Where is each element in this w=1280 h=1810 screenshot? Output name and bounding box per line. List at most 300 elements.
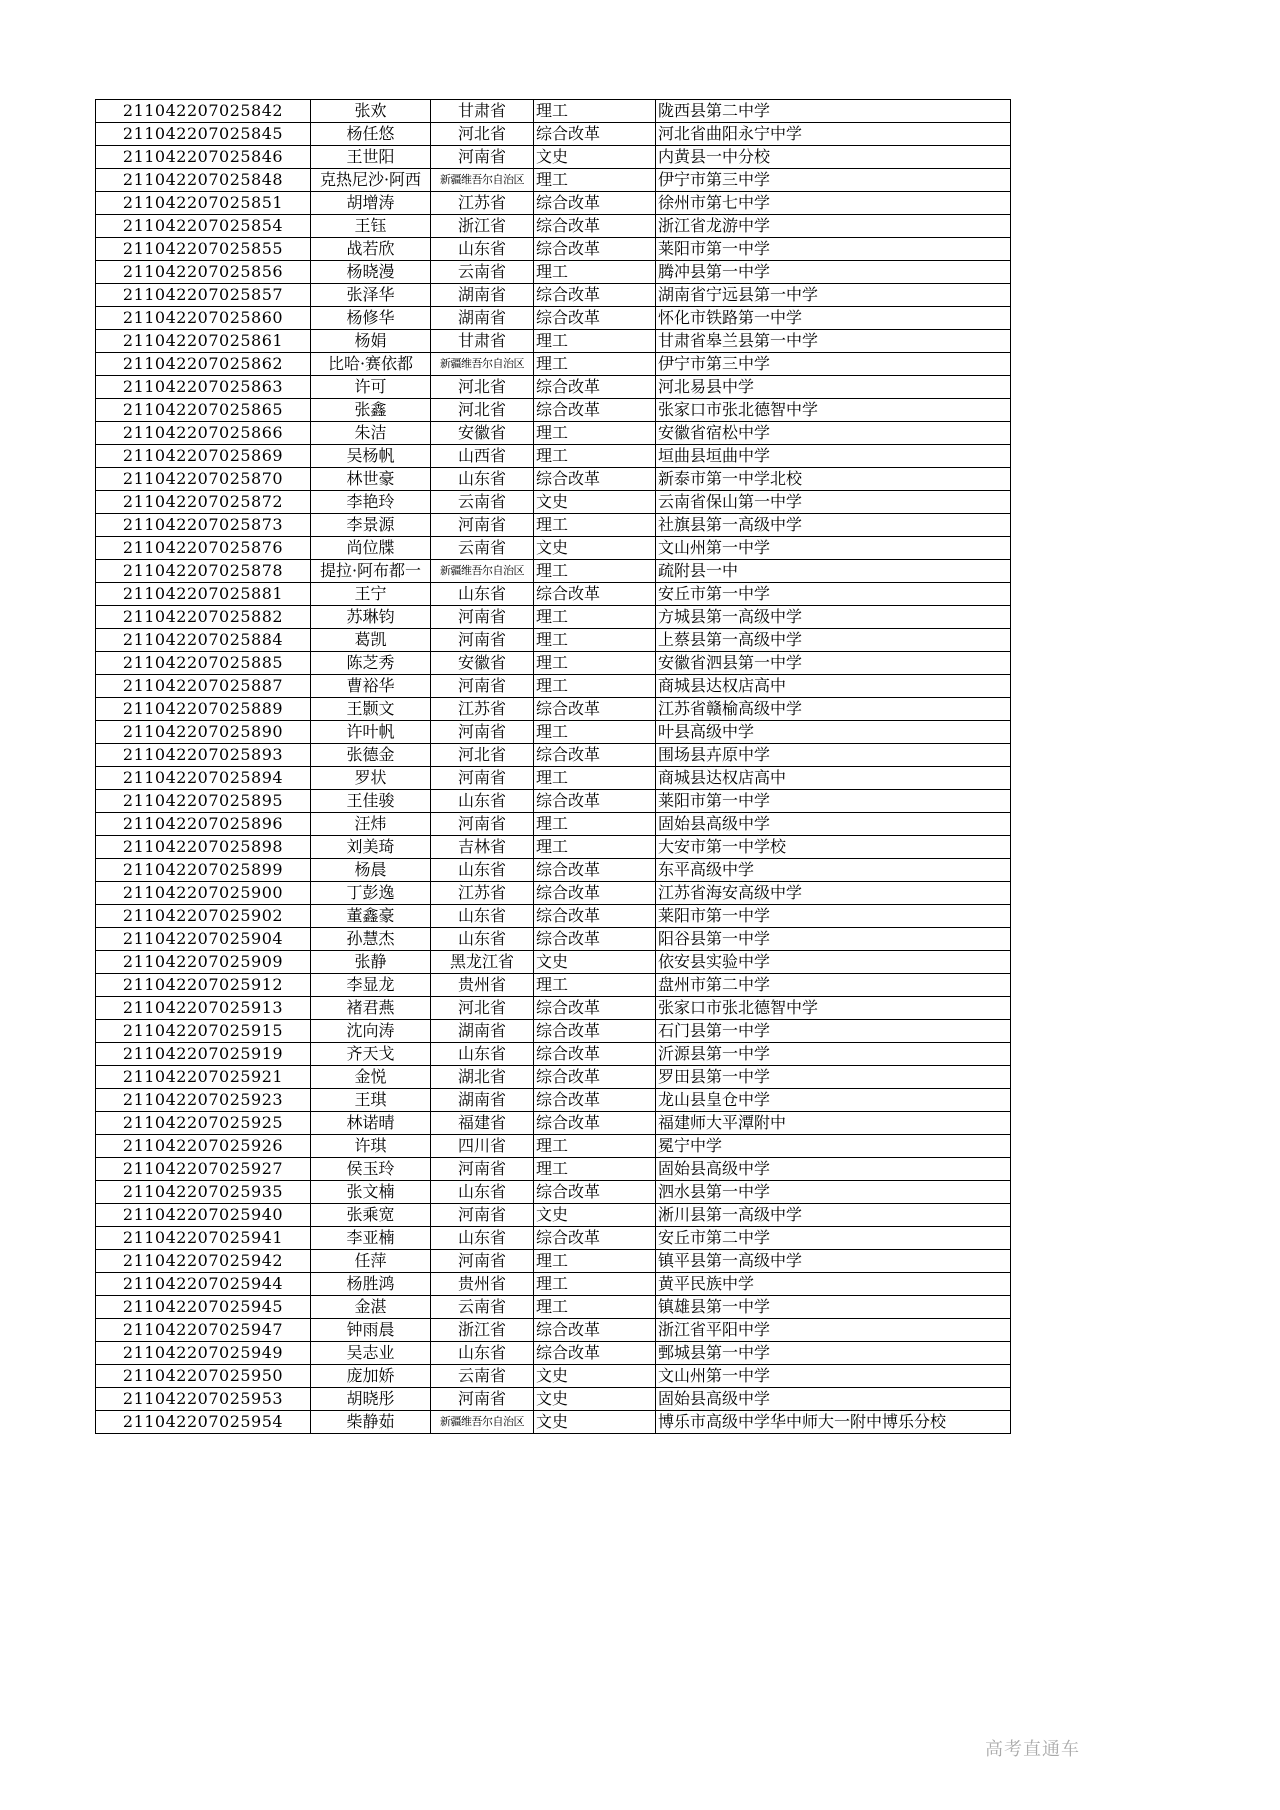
- cell-name: 吴杨帆: [311, 445, 431, 468]
- cell-candidate-id: 211042207025950: [96, 1365, 311, 1388]
- cell-category: 理工: [534, 652, 656, 675]
- cell-category: 理工: [534, 1273, 656, 1296]
- table-row: [96, 284, 1011, 307]
- cell-name: 孙慧杰: [311, 928, 431, 951]
- cell-candidate-id: 211042207025923: [96, 1089, 311, 1112]
- cell-name: 比哈·赛依都: [311, 353, 431, 376]
- cell-candidate-id: 211042207025848: [96, 169, 311, 192]
- cell-province: 河南省: [431, 514, 534, 537]
- cell-candidate-id: 211042207025899: [96, 859, 311, 882]
- cell-school: 方城县第一高级中学: [656, 606, 1011, 629]
- cell-category: 综合改革: [534, 905, 656, 928]
- table-row: [96, 1273, 1011, 1296]
- table-row: [96, 1319, 1011, 1342]
- cell-school: 莱阳市第一中学: [656, 790, 1011, 813]
- cell-school: 安徽省泗县第一中学: [656, 652, 1011, 675]
- cell-school: 商城县达权店高中: [656, 767, 1011, 790]
- table-row: [96, 422, 1011, 445]
- cell-name: 陈芝秀: [311, 652, 431, 675]
- cell-province: 江苏省: [431, 698, 534, 721]
- cell-school: 固始县高级中学: [656, 1158, 1011, 1181]
- cell-province: 河北省: [431, 997, 534, 1020]
- cell-category: 综合改革: [534, 1319, 656, 1342]
- table-row: [96, 1158, 1011, 1181]
- cell-category: 文史: [534, 951, 656, 974]
- cell-category: 理工: [534, 629, 656, 652]
- table-row: [96, 974, 1011, 997]
- cell-province: 云南省: [431, 537, 534, 560]
- cell-category: 文史: [534, 1365, 656, 1388]
- cell-province: 江苏省: [431, 882, 534, 905]
- cell-candidate-id: 211042207025894: [96, 767, 311, 790]
- cell-name: 苏琳钧: [311, 606, 431, 629]
- table-row: [96, 445, 1011, 468]
- cell-candidate-id: 211042207025893: [96, 744, 311, 767]
- cell-category: 理工: [534, 100, 656, 123]
- cell-school: 龙山县皇仓中学: [656, 1089, 1011, 1112]
- cell-province: 山东省: [431, 1181, 534, 1204]
- cell-school: 罗田县第一中学: [656, 1066, 1011, 1089]
- cell-province: 贵州省: [431, 1273, 534, 1296]
- cell-category: 理工: [534, 169, 656, 192]
- cell-name: 葛凯: [311, 629, 431, 652]
- table-row: [96, 1089, 1011, 1112]
- cell-name: 沈向涛: [311, 1020, 431, 1043]
- table-row: [96, 146, 1011, 169]
- cell-category: 理工: [534, 560, 656, 583]
- table-row: [96, 859, 1011, 882]
- cell-candidate-id: 211042207025857: [96, 284, 311, 307]
- cell-province: 河北省: [431, 376, 534, 399]
- cell-province: 河南省: [431, 1388, 534, 1411]
- cell-category: 文史: [534, 146, 656, 169]
- table-row: [96, 169, 1011, 192]
- cell-candidate-id: 211042207025927: [96, 1158, 311, 1181]
- cell-candidate-id: 211042207025912: [96, 974, 311, 997]
- cell-school: 莱阳市第一中学: [656, 238, 1011, 261]
- cell-name: 张欢: [311, 100, 431, 123]
- table-row: [96, 1342, 1011, 1365]
- cell-candidate-id: 211042207025873: [96, 514, 311, 537]
- cell-candidate-id: 211042207025909: [96, 951, 311, 974]
- cell-province: 山东省: [431, 583, 534, 606]
- cell-name: 许叶帆: [311, 721, 431, 744]
- cell-province: 山西省: [431, 445, 534, 468]
- table-row: [96, 491, 1011, 514]
- table-row: [96, 537, 1011, 560]
- cell-category: 综合改革: [534, 284, 656, 307]
- cell-category: 理工: [534, 606, 656, 629]
- cell-candidate-id: 211042207025889: [96, 698, 311, 721]
- cell-candidate-id: 211042207025949: [96, 1342, 311, 1365]
- cell-name: 克热尼沙·阿西: [311, 169, 431, 192]
- cell-province: 河北省: [431, 123, 534, 146]
- cell-category: 综合改革: [534, 882, 656, 905]
- cell-school: 江苏省赣榆高级中学: [656, 698, 1011, 721]
- cell-candidate-id: 211042207025855: [96, 238, 311, 261]
- cell-name: 张文楠: [311, 1181, 431, 1204]
- cell-school: 商城县达权店高中: [656, 675, 1011, 698]
- cell-name: 提拉·阿布都一: [311, 560, 431, 583]
- cell-province: 河南省: [431, 629, 534, 652]
- cell-school: 甘肃省皋兰县第一中学: [656, 330, 1011, 353]
- cell-province: 河南省: [431, 721, 534, 744]
- cell-name: 林世豪: [311, 468, 431, 491]
- cell-category: 综合改革: [534, 583, 656, 606]
- cell-school: 围场县卉原中学: [656, 744, 1011, 767]
- cell-province: 湖南省: [431, 1089, 534, 1112]
- cell-category: 综合改革: [534, 1227, 656, 1250]
- cell-name: 褚君燕: [311, 997, 431, 1020]
- cell-candidate-id: 211042207025884: [96, 629, 311, 652]
- cell-name: 吴志业: [311, 1342, 431, 1365]
- cell-province: 浙江省: [431, 215, 534, 238]
- cell-name: 王颢文: [311, 698, 431, 721]
- cell-candidate-id: 211042207025900: [96, 882, 311, 905]
- cell-province: 贵州省: [431, 974, 534, 997]
- cell-name: 罗状: [311, 767, 431, 790]
- table-row: [96, 583, 1011, 606]
- cell-school: 依安县实验中学: [656, 951, 1011, 974]
- cell-name: 林诺晴: [311, 1112, 431, 1135]
- cell-candidate-id: 211042207025902: [96, 905, 311, 928]
- cell-category: 理工: [534, 330, 656, 353]
- cell-school: 沂源县第一中学: [656, 1043, 1011, 1066]
- cell-province: 安徽省: [431, 422, 534, 445]
- table-body: [96, 100, 1011, 1434]
- cell-candidate-id: 211042207025919: [96, 1043, 311, 1066]
- table-row: [96, 652, 1011, 675]
- cell-candidate-id: 211042207025865: [96, 399, 311, 422]
- cell-school: 鄄城县第一中学: [656, 1342, 1011, 1365]
- cell-school: 浙江省平阳中学: [656, 1319, 1011, 1342]
- cell-candidate-id: 211042207025921: [96, 1066, 311, 1089]
- cell-category: 综合改革: [534, 238, 656, 261]
- cell-school: 黄平民族中学: [656, 1273, 1011, 1296]
- cell-candidate-id: 211042207025944: [96, 1273, 311, 1296]
- table-row: [96, 1043, 1011, 1066]
- cell-province: 云南省: [431, 491, 534, 514]
- cell-school: 张家口市张北德智中学: [656, 399, 1011, 422]
- cell-candidate-id: 211042207025876: [96, 537, 311, 560]
- cell-category: 综合改革: [534, 399, 656, 422]
- table-row: [96, 215, 1011, 238]
- cell-name: 柴静茹: [311, 1411, 431, 1434]
- cell-province: 湖南省: [431, 307, 534, 330]
- table-row: [96, 468, 1011, 491]
- cell-province: 山东省: [431, 1043, 534, 1066]
- cell-school: 文山州第一中学: [656, 537, 1011, 560]
- cell-category: 综合改革: [534, 1342, 656, 1365]
- cell-name: 张静: [311, 951, 431, 974]
- table-row: [96, 905, 1011, 928]
- cell-candidate-id: 211042207025846: [96, 146, 311, 169]
- cell-candidate-id: 211042207025845: [96, 123, 311, 146]
- cell-category: 综合改革: [534, 1066, 656, 1089]
- cell-school: 河北易县中学: [656, 376, 1011, 399]
- cell-name: 任萍: [311, 1250, 431, 1273]
- cell-candidate-id: 211042207025860: [96, 307, 311, 330]
- cell-category: 综合改革: [534, 1043, 656, 1066]
- cell-school: 阳谷县第一中学: [656, 928, 1011, 951]
- cell-candidate-id: 211042207025926: [96, 1135, 311, 1158]
- cell-name: 杨任悠: [311, 123, 431, 146]
- cell-name: 尚位牒: [311, 537, 431, 560]
- cell-province: 山东省: [431, 905, 534, 928]
- table-row: [96, 951, 1011, 974]
- cell-province: 吉林省: [431, 836, 534, 859]
- cell-candidate-id: 211042207025945: [96, 1296, 311, 1319]
- cell-category: 理工: [534, 721, 656, 744]
- cell-school: 淅川县第一高级中学: [656, 1204, 1011, 1227]
- cell-province: 河南省: [431, 675, 534, 698]
- cell-candidate-id: 211042207025881: [96, 583, 311, 606]
- table-row: [96, 928, 1011, 951]
- cell-province: 安徽省: [431, 652, 534, 675]
- cell-province: 甘肃省: [431, 100, 534, 123]
- cell-category: 理工: [534, 836, 656, 859]
- cell-name: 李景源: [311, 514, 431, 537]
- cell-candidate-id: 211042207025890: [96, 721, 311, 744]
- cell-category: 理工: [534, 1296, 656, 1319]
- cell-province: 四川省: [431, 1135, 534, 1158]
- cell-category: 文史: [534, 491, 656, 514]
- cell-candidate-id: 211042207025862: [96, 353, 311, 376]
- cell-school: 博乐市高级中学华中师大一附中博乐分校: [656, 1411, 1011, 1434]
- cell-category: 理工: [534, 1250, 656, 1273]
- cell-category: 综合改革: [534, 997, 656, 1020]
- cell-province: 山东省: [431, 1227, 534, 1250]
- cell-name: 金悦: [311, 1066, 431, 1089]
- cell-category: 理工: [534, 261, 656, 284]
- cell-province: 河北省: [431, 744, 534, 767]
- cell-province: 河南省: [431, 1250, 534, 1273]
- table-row: [96, 514, 1011, 537]
- cell-school: 河北省曲阳永宁中学: [656, 123, 1011, 146]
- cell-category: 综合改革: [534, 192, 656, 215]
- cell-school: 新泰市第一中学北校: [656, 468, 1011, 491]
- cell-category: 综合改革: [534, 123, 656, 146]
- cell-school: 社旗县第一高级中学: [656, 514, 1011, 537]
- cell-name: 王琪: [311, 1089, 431, 1112]
- cell-province: 河南省: [431, 1204, 534, 1227]
- cell-province: 新疆维吾尔自治区: [431, 169, 534, 192]
- cell-province: 湖北省: [431, 1066, 534, 1089]
- cell-category: 综合改革: [534, 1112, 656, 1135]
- cell-candidate-id: 211042207025942: [96, 1250, 311, 1273]
- cell-category: 理工: [534, 813, 656, 836]
- cell-school: 莱阳市第一中学: [656, 905, 1011, 928]
- cell-school: 怀化市铁路第一中学: [656, 307, 1011, 330]
- cell-candidate-id: 211042207025947: [96, 1319, 311, 1342]
- cell-school: 镇平县第一高级中学: [656, 1250, 1011, 1273]
- cell-category: 综合改革: [534, 1020, 656, 1043]
- cell-province: 河南省: [431, 813, 534, 836]
- cell-category: 理工: [534, 514, 656, 537]
- table-row: [96, 698, 1011, 721]
- cell-candidate-id: 211042207025863: [96, 376, 311, 399]
- table-row: [96, 606, 1011, 629]
- cell-province: 新疆维吾尔自治区: [431, 560, 534, 583]
- cell-name: 杨娟: [311, 330, 431, 353]
- cell-province: 黑龙江省: [431, 951, 534, 974]
- cell-name: 汪炜: [311, 813, 431, 836]
- cell-candidate-id: 211042207025878: [96, 560, 311, 583]
- cell-school: 江苏省海安高级中学: [656, 882, 1011, 905]
- table-row: [96, 399, 1011, 422]
- cell-school: 福建师大平潭附中: [656, 1112, 1011, 1135]
- cell-school: 张家口市张北德智中学: [656, 997, 1011, 1020]
- cell-province: 河南省: [431, 1158, 534, 1181]
- cell-name: 许琪: [311, 1135, 431, 1158]
- cell-province: 浙江省: [431, 1319, 534, 1342]
- watermark: 高考直通车: [985, 1739, 1080, 1760]
- cell-category: 综合改革: [534, 468, 656, 491]
- cell-province: 湖南省: [431, 284, 534, 307]
- cell-name: 丁彭逸: [311, 882, 431, 905]
- cell-candidate-id: 211042207025896: [96, 813, 311, 836]
- cell-candidate-id: 211042207025941: [96, 1227, 311, 1250]
- cell-candidate-id: 211042207025953: [96, 1388, 311, 1411]
- table-row: [96, 836, 1011, 859]
- table-row: [96, 1066, 1011, 1089]
- cell-category: 综合改革: [534, 859, 656, 882]
- cell-name: 张泽华: [311, 284, 431, 307]
- cell-category: 理工: [534, 422, 656, 445]
- cell-school: 伊宁市第三中学: [656, 169, 1011, 192]
- cell-candidate-id: 211042207025904: [96, 928, 311, 951]
- cell-school: 文山州第一中学: [656, 1365, 1011, 1388]
- table-row: [96, 1020, 1011, 1043]
- cell-school: 云南省保山第一中学: [656, 491, 1011, 514]
- cell-candidate-id: 211042207025870: [96, 468, 311, 491]
- cell-school: 上蔡县第一高级中学: [656, 629, 1011, 652]
- cell-category: 理工: [534, 353, 656, 376]
- cell-name: 李亚楠: [311, 1227, 431, 1250]
- table-row: [96, 100, 1011, 123]
- cell-category: 理工: [534, 767, 656, 790]
- table-row: [96, 1135, 1011, 1158]
- table-row: [96, 261, 1011, 284]
- cell-name: 刘美琦: [311, 836, 431, 859]
- table-row: [96, 238, 1011, 261]
- cell-province: 山东省: [431, 928, 534, 951]
- cell-name: 杨晨: [311, 859, 431, 882]
- cell-category: 理工: [534, 974, 656, 997]
- cell-category: 综合改革: [534, 790, 656, 813]
- cell-name: 杨晓漫: [311, 261, 431, 284]
- cell-name: 董鑫豪: [311, 905, 431, 928]
- cell-category: 综合改革: [534, 307, 656, 330]
- cell-candidate-id: 211042207025851: [96, 192, 311, 215]
- cell-school: 伊宁市第三中学: [656, 353, 1011, 376]
- cell-candidate-id: 211042207025885: [96, 652, 311, 675]
- table-row: [96, 560, 1011, 583]
- table-row: [96, 192, 1011, 215]
- table-row: [96, 675, 1011, 698]
- cell-school: 徐州市第七中学: [656, 192, 1011, 215]
- cell-province: 山东省: [431, 859, 534, 882]
- table-row: [96, 353, 1011, 376]
- cell-province: 云南省: [431, 1365, 534, 1388]
- cell-province: 山东省: [431, 468, 534, 491]
- table-row: [96, 376, 1011, 399]
- cell-candidate-id: 211042207025940: [96, 1204, 311, 1227]
- cell-candidate-id: 211042207025895: [96, 790, 311, 813]
- cell-school: 安丘市第一中学: [656, 583, 1011, 606]
- cell-school: 盘州市第二中学: [656, 974, 1011, 997]
- cell-name: 杨胜鸿: [311, 1273, 431, 1296]
- cell-name: 胡增涛: [311, 192, 431, 215]
- cell-category: 综合改革: [534, 928, 656, 951]
- cell-category: 综合改革: [534, 744, 656, 767]
- table-row: [96, 1296, 1011, 1319]
- cell-province: 新疆维吾尔自治区: [431, 353, 534, 376]
- cell-name: 王宁: [311, 583, 431, 606]
- cell-name: 胡晓彤: [311, 1388, 431, 1411]
- table-row: [96, 307, 1011, 330]
- cell-candidate-id: 211042207025869: [96, 445, 311, 468]
- cell-category: 综合改革: [534, 1181, 656, 1204]
- cell-name: 杨修华: [311, 307, 431, 330]
- cell-category: 综合改革: [534, 698, 656, 721]
- cell-province: 山东省: [431, 238, 534, 261]
- cell-category: 理工: [534, 675, 656, 698]
- cell-candidate-id: 211042207025898: [96, 836, 311, 859]
- cell-school: 固始县高级中学: [656, 813, 1011, 836]
- cell-name: 战若欣: [311, 238, 431, 261]
- cell-name: 朱洁: [311, 422, 431, 445]
- cell-school: 叶县高级中学: [656, 721, 1011, 744]
- cell-candidate-id: 211042207025866: [96, 422, 311, 445]
- cell-category: 综合改革: [534, 376, 656, 399]
- cell-school: 镇雄县第一中学: [656, 1296, 1011, 1319]
- cell-school: 安丘市第二中学: [656, 1227, 1011, 1250]
- table-row: [96, 1112, 1011, 1135]
- cell-category: 文史: [534, 1204, 656, 1227]
- cell-name: 张德金: [311, 744, 431, 767]
- cell-province: 山东省: [431, 790, 534, 813]
- cell-school: 疏附县一中: [656, 560, 1011, 583]
- cell-province: 福建省: [431, 1112, 534, 1135]
- cell-school: 垣曲县垣曲中学: [656, 445, 1011, 468]
- table-row: [96, 330, 1011, 353]
- cell-school: 大安市第一中学校: [656, 836, 1011, 859]
- cell-province: 河北省: [431, 399, 534, 422]
- cell-school: 内黄县一中分校: [656, 146, 1011, 169]
- cell-name: 王佳骏: [311, 790, 431, 813]
- cell-name: 李艳玲: [311, 491, 431, 514]
- cell-candidate-id: 211042207025935: [96, 1181, 311, 1204]
- cell-school: 陇西县第二中学: [656, 100, 1011, 123]
- cell-province: 河南省: [431, 146, 534, 169]
- cell-province: 湖南省: [431, 1020, 534, 1043]
- cell-name: 张鑫: [311, 399, 431, 422]
- table-row: [96, 721, 1011, 744]
- cell-name: 钟雨晨: [311, 1319, 431, 1342]
- cell-candidate-id: 211042207025887: [96, 675, 311, 698]
- cell-school: 腾冲县第一中学: [656, 261, 1011, 284]
- table-row: [96, 882, 1011, 905]
- table-row: [96, 997, 1011, 1020]
- cell-candidate-id: 211042207025882: [96, 606, 311, 629]
- table-row: [96, 1411, 1011, 1434]
- cell-category: 综合改革: [534, 1089, 656, 1112]
- cell-name: 李显龙: [311, 974, 431, 997]
- cell-province: 新疆维吾尔自治区: [431, 1411, 534, 1434]
- cell-school: 湖南省宁远县第一中学: [656, 284, 1011, 307]
- cell-province: 河南省: [431, 767, 534, 790]
